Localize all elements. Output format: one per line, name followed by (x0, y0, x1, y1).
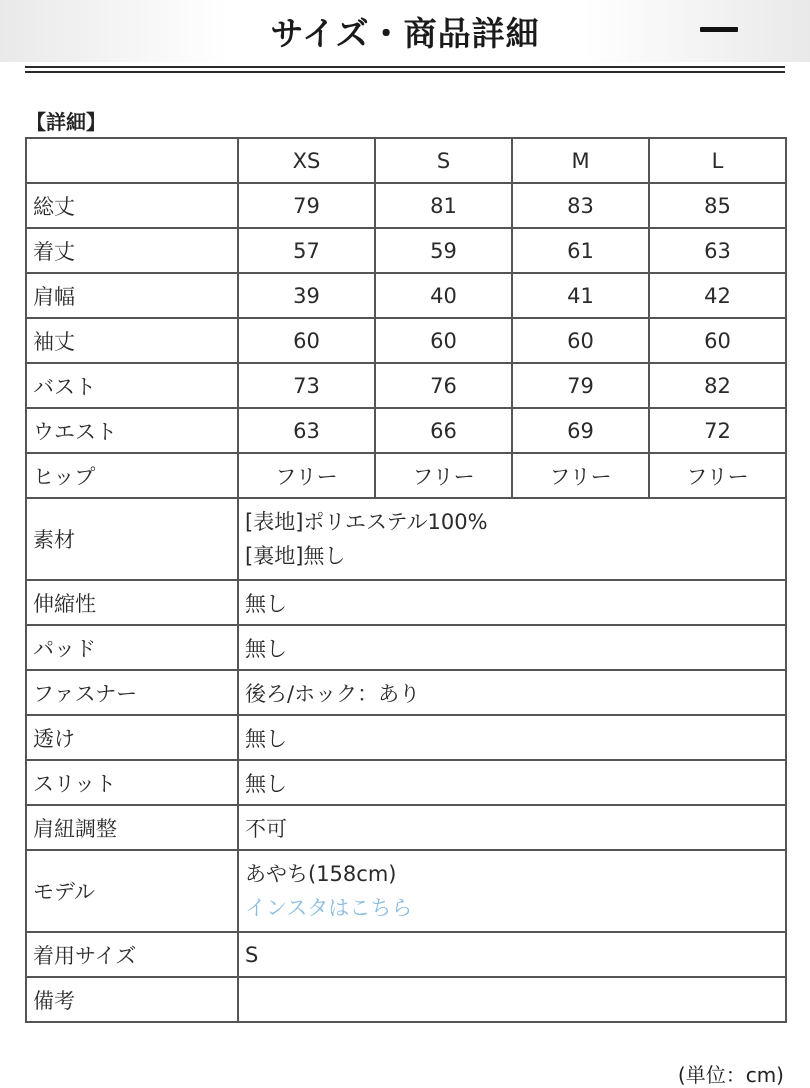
detail-value: 無し (238, 715, 786, 760)
table-cell: 69 (512, 408, 649, 453)
table-cell: 57 (238, 228, 375, 273)
detail-row-size-worn (26, 932, 786, 977)
instagram-link[interactable]: インスタはこちら (245, 896, 413, 920)
table-cell: 79 (512, 363, 649, 408)
table-cell: 39 (238, 273, 375, 318)
table-row (26, 408, 786, 453)
row-label: 肩紐調整 (26, 805, 238, 850)
row-label: 袖丈 (26, 318, 238, 363)
column-header-xs: XS (238, 138, 375, 183)
detail-value: 不可 (238, 805, 786, 850)
row-label: バスト (26, 363, 238, 408)
row-label: ヒップ (26, 453, 238, 498)
table-cell: 40 (375, 273, 512, 318)
detail-value (238, 850, 786, 932)
table-cell: 60 (238, 318, 375, 363)
section-label: 【詳細】 (26, 110, 106, 134)
table-cell: フリー (238, 453, 375, 498)
table-cell: フリー (649, 453, 786, 498)
table-cell: フリー (375, 453, 512, 498)
row-label: 着用サイズ (26, 932, 238, 977)
table-row (26, 453, 786, 498)
row-label: パッド (26, 625, 238, 670)
table-cell: 41 (512, 273, 649, 318)
detail-value: 後ろ/ホック：あり (238, 670, 786, 715)
table-row (26, 183, 786, 228)
row-label: 備考 (26, 977, 238, 1022)
detail-row-slit (26, 760, 786, 805)
detail-row-strap (26, 805, 786, 850)
table-cell: 85 (649, 183, 786, 228)
table-cell: 59 (375, 228, 512, 273)
material-outer: [表地]ポリエステル100% (245, 510, 488, 534)
table-cell: 76 (375, 363, 512, 408)
detail-row-pad (26, 625, 786, 670)
detail-row-stretch (26, 580, 786, 625)
row-label: ファスナー (26, 670, 238, 715)
table-cell: 82 (649, 363, 786, 408)
table-cell: 73 (238, 363, 375, 408)
table-cell: 66 (375, 408, 512, 453)
size-detail-table (25, 137, 787, 1023)
table-row (26, 273, 786, 318)
table-cell: 60 (512, 318, 649, 363)
detail-value: 無し (238, 580, 786, 625)
table-cell: 60 (649, 318, 786, 363)
row-label: 総丈 (26, 183, 238, 228)
detail-value (238, 977, 786, 1022)
table-row (26, 363, 786, 408)
column-header-s: S (375, 138, 512, 183)
table-row (26, 318, 786, 363)
row-label: 透け (26, 715, 238, 760)
unit-note: (単位：cm) (677, 1063, 784, 1087)
detail-row-material (26, 498, 786, 580)
table-cell: 83 (512, 183, 649, 228)
detail-value: 無し (238, 760, 786, 805)
table-cell: 60 (375, 318, 512, 363)
detail-row-seethrough (26, 715, 786, 760)
table-cell: 79 (238, 183, 375, 228)
column-header-l: L (649, 138, 786, 183)
table-cell: 63 (238, 408, 375, 453)
header-empty-cell (26, 138, 238, 183)
model-name: あやち(158cm) (245, 862, 397, 886)
detail-value: S (238, 932, 786, 977)
detail-row-notes (26, 977, 786, 1022)
row-label: 伸縮性 (26, 580, 238, 625)
row-label: 素材 (26, 498, 238, 580)
table-cell: 81 (375, 183, 512, 228)
column-header-m: M (512, 138, 649, 183)
row-label: 肩幅 (26, 273, 238, 318)
table-cell: 63 (649, 228, 786, 273)
row-label: モデル (26, 850, 238, 932)
table-row (26, 228, 786, 273)
detail-value: 無し (238, 625, 786, 670)
material-lining: [裏地]無し (245, 544, 346, 568)
detail-value (238, 498, 786, 580)
collapse-minus-icon[interactable] (700, 27, 738, 32)
table-cell: 72 (649, 408, 786, 453)
table-cell: 61 (512, 228, 649, 273)
double-divider (25, 66, 785, 73)
detail-row-model (26, 850, 786, 932)
row-label: 着丈 (26, 228, 238, 273)
row-label: スリット (26, 760, 238, 805)
table-cell: フリー (512, 453, 649, 498)
table-cell: 42 (649, 273, 786, 318)
table-header-row (26, 138, 786, 183)
row-label: ウエスト (26, 408, 238, 453)
detail-row-fastener (26, 670, 786, 715)
page-title: サイズ・商品詳細 (270, 14, 540, 53)
